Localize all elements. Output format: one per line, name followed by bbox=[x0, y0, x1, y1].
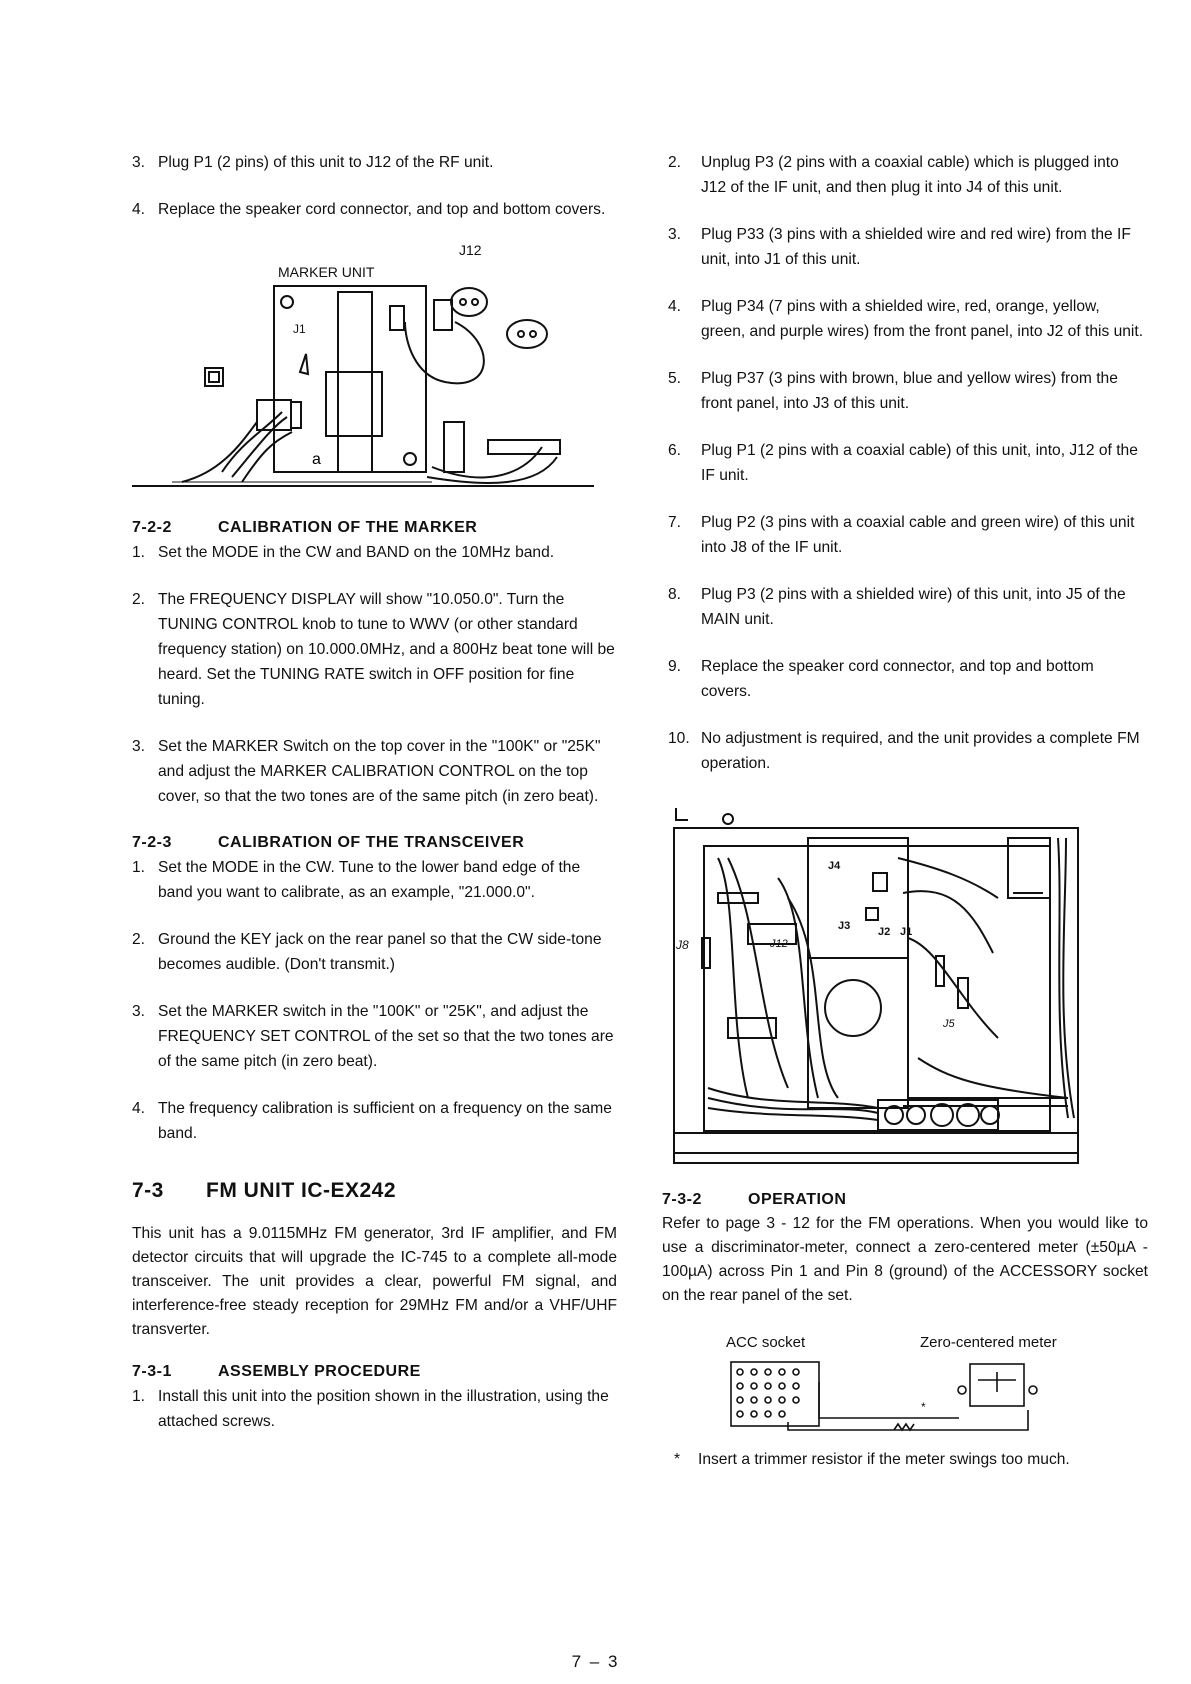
section-heading bbox=[132, 831, 617, 855]
item-text: Plug P37 (3 pins with brown, blue and yellow wires) from the front panel, into J3 of this unit. bbox=[701, 370, 1118, 412]
footnote-mark: * bbox=[674, 1451, 681, 1468]
item-number: 7. bbox=[668, 514, 682, 531]
list-item bbox=[132, 540, 617, 565]
figure-label: J2 bbox=[878, 926, 891, 938]
item-number: 1. bbox=[132, 1388, 146, 1405]
section-paragraph: Refer to page 3 - 12 for the FM operations. When you would like to use a discriminator-meter, connect a zero-centered meter (±50µA - 100µA) across Pin 1 and Pin 8 (ground) of the ACCESSORY socket on the rear panel of the set. bbox=[662, 1215, 1148, 1304]
figure-label: MARKER UNIT bbox=[278, 264, 375, 280]
section-title: CALIBRATION OF THE MARKER bbox=[218, 519, 478, 536]
page-number: 7 – 3 bbox=[571, 1652, 620, 1671]
item-number: 2. bbox=[132, 931, 146, 948]
chassis-figure bbox=[668, 798, 1088, 1178]
section-number: 7-3-1 bbox=[132, 1363, 172, 1380]
figure-label: J5 bbox=[943, 1018, 955, 1030]
list-item bbox=[132, 855, 617, 905]
acc-socket-figure bbox=[668, 1334, 1088, 1444]
section-heading bbox=[132, 1176, 617, 1206]
list-item bbox=[132, 927, 617, 977]
figure-label: J4 bbox=[828, 860, 841, 872]
list-item bbox=[132, 734, 617, 809]
section-title: OPERATION bbox=[748, 1191, 847, 1208]
section-paragraph: This unit has a 9.0115MHz FM generator, 3rd IF amplifier, and FM detector circuits that will upgrade the IC-745 to a complete all-mode transceiver. The unit provides a clear, powerful FM signal, and interference-free steady reception for 29MHz FM and/or a VHF/UHF transverter. bbox=[132, 1225, 617, 1338]
item-number: 10. bbox=[668, 730, 690, 747]
figure-label: J8 bbox=[676, 938, 689, 952]
figure-label: * bbox=[921, 1400, 926, 1414]
section-heading bbox=[132, 516, 617, 540]
item-text: Plug P2 (3 pins with a coaxial cable and green wire) of this unit into J8 of the IF unit. bbox=[701, 514, 1135, 556]
list-item bbox=[668, 582, 1148, 632]
list-item bbox=[132, 999, 617, 1074]
section-title: ASSEMBLY PROCEDURE bbox=[218, 1363, 421, 1380]
list-item bbox=[668, 726, 1148, 776]
section-7-3-2 bbox=[662, 1188, 1148, 1308]
item-text: Ground the KEY jack on the rear panel so that the CW side-tone becomes audible. (Don't transmit.) bbox=[158, 931, 602, 973]
item-number: 3. bbox=[132, 1003, 146, 1020]
item-number: 1. bbox=[132, 859, 146, 876]
item-text: Unplug P3 (2 pins with a coaxial cable) which is plugged into J12 of the IF unit, and then plug it into J4 of this unit. bbox=[701, 154, 1119, 196]
item-number: 2. bbox=[132, 591, 146, 608]
right-column bbox=[662, 150, 1148, 1472]
item-text: The FREQUENCY DISPLAY will show "10.050.0". Turn the TUNING CONTROL knob to tune to WWV (or other standard frequency station) on 10.000.0MHz, and a 800Hz beat tone will be heard. Set the TUNING RATE switch in OFF position for fine tuning. bbox=[158, 591, 615, 708]
footnote bbox=[668, 1448, 1148, 1472]
section-heading bbox=[132, 1360, 617, 1384]
item-number: 4. bbox=[132, 1100, 146, 1117]
section-title: FM UNIT IC-EX242 bbox=[206, 1179, 397, 1202]
figure-label: J3 bbox=[838, 920, 851, 932]
chassis-drawing bbox=[668, 798, 1088, 1178]
list-item bbox=[668, 366, 1148, 416]
item-number: 6. bbox=[668, 442, 682, 459]
figure-label: ACC socket bbox=[726, 1334, 806, 1351]
item-number: 3. bbox=[132, 154, 146, 171]
list-item bbox=[668, 510, 1148, 560]
figure-label: J1 bbox=[900, 926, 913, 938]
item-text: Plug P3 (2 pins with a shielded wire) of this unit, into J5 of the MAIN unit. bbox=[701, 586, 1126, 628]
item-text: Plug P33 (3 pins with a shielded wire and red wire) from the IF unit, into J1 of this unit. bbox=[701, 226, 1131, 268]
item-text: Replace the speaker cord connector, and top and bottom covers. bbox=[158, 201, 606, 218]
section-7-2-2 bbox=[132, 516, 617, 809]
item-text: Install this unit into the position shown in the illustration, using the attached screws. bbox=[158, 1388, 609, 1430]
section-number: 7-2-3 bbox=[132, 834, 172, 851]
list-item bbox=[132, 1096, 617, 1146]
list-item bbox=[668, 294, 1148, 344]
item-number: 3. bbox=[668, 226, 682, 243]
figure-label: J12 bbox=[459, 242, 482, 258]
svg-text:a: a bbox=[312, 451, 321, 468]
section-number: 7-2-2 bbox=[132, 519, 172, 536]
acc-wiring-drawing bbox=[668, 1334, 1088, 1444]
item-text: Set the MODE in the CW and BAND on the 10MHz band. bbox=[158, 544, 555, 561]
section-heading bbox=[662, 1188, 1148, 1212]
section-number: 7-3-2 bbox=[662, 1191, 702, 1208]
item-text: Plug P1 (2 pins) of this unit to J12 of the RF unit. bbox=[158, 154, 494, 171]
list-item bbox=[132, 150, 617, 175]
list-item bbox=[668, 150, 1148, 200]
figure-label: J12 bbox=[770, 938, 788, 950]
section-7-3 bbox=[132, 1176, 617, 1342]
item-number: 2. bbox=[668, 154, 682, 171]
left-column bbox=[132, 150, 617, 1456]
list-item bbox=[132, 197, 617, 222]
footnote-text: Insert a trimmer resistor if the meter swings too much. bbox=[698, 1451, 1070, 1468]
item-number: 9. bbox=[668, 658, 682, 675]
item-text: The frequency calibration is sufficient on a frequency on the same band. bbox=[158, 1100, 612, 1142]
list-item bbox=[668, 222, 1148, 272]
section-title: CALIBRATION OF THE TRANSCEIVER bbox=[218, 834, 525, 851]
item-text: No adjustment is required, and the unit provides a complete FM operation. bbox=[701, 730, 1140, 772]
item-text: Set the MARKER Switch on the top cover in the "100K" or "25K" and adjust the MARKER CALIBRATION CONTROL on the top cover, so that the two tones are of the same pitch (in zero beat). bbox=[158, 738, 601, 805]
list-item bbox=[132, 1384, 617, 1434]
item-number: 8. bbox=[668, 586, 682, 603]
item-text: Plug P1 (2 pins with a coaxial cable) of this unit, into, J12 of the IF unit. bbox=[701, 442, 1138, 484]
item-text: Plug P34 (7 pins with a shielded wire, red, orange, yellow, green, and purple wires) from the front panel, into J2 of this unit. bbox=[701, 298, 1144, 340]
figure-label: Zero-centered meter bbox=[920, 1334, 1057, 1351]
list-item bbox=[668, 654, 1148, 704]
section-7-2-3 bbox=[132, 831, 617, 1146]
item-text: Set the MODE in the CW. Tune to the lower band edge of the band you want to calibrate, as an example, "21.000.0". bbox=[158, 859, 581, 901]
list-item bbox=[668, 438, 1148, 488]
item-text: Replace the speaker cord connector, and top and bottom covers. bbox=[701, 658, 1094, 700]
figure-label: J1 bbox=[293, 322, 306, 336]
item-number: 4. bbox=[668, 298, 682, 315]
item-number: 3. bbox=[132, 738, 146, 755]
section-number: 7-3 bbox=[132, 1179, 164, 1202]
list-item bbox=[132, 587, 617, 712]
section-7-3-1 bbox=[132, 1360, 617, 1434]
item-text: Set the MARKER switch in the "100K" or "25K", and adjust the FREQUENCY SET CONTROL of the set so that the two tones are of the same pitch (in zero beat). bbox=[158, 1003, 614, 1070]
item-number: 1. bbox=[132, 544, 146, 561]
marker-unit-drawing bbox=[132, 242, 617, 502]
item-number: 4. bbox=[132, 201, 146, 218]
marker-unit-figure bbox=[132, 242, 617, 502]
item-number: 5. bbox=[668, 370, 682, 387]
